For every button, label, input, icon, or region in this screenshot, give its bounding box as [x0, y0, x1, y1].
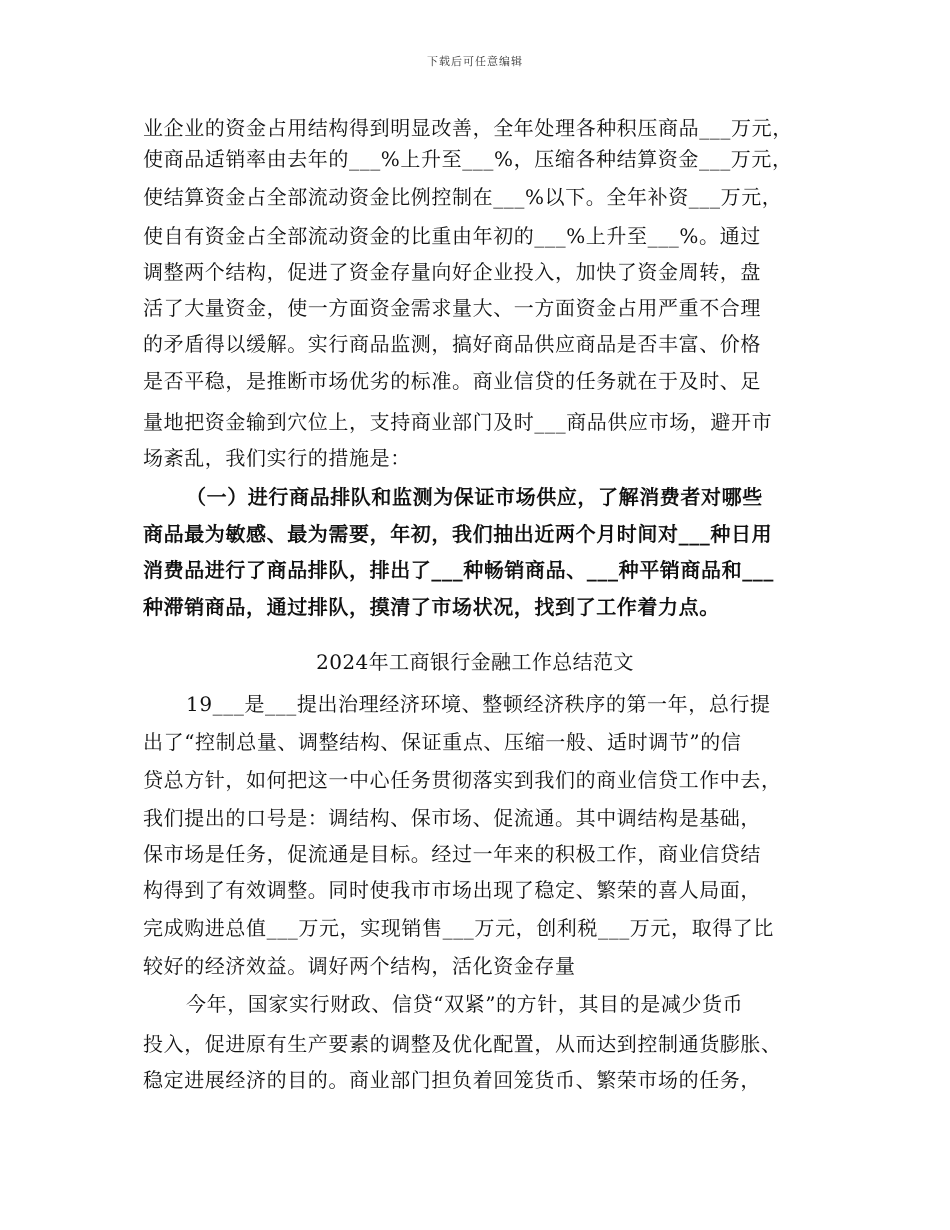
text-line: 稳定进展经济的目的。商业部门担负着回笼货币、繁荣市场的任务，: [143, 1068, 761, 1092]
text-line: 出了“控制总量、调整结构、保证重点、压缩一般、适时调节”的信: [143, 730, 742, 754]
text-line: 使商品适销率由去年的___%上升至___%，压缩各种结算资金___万元，: [143, 147, 793, 171]
text-line: 我们提出的口号是：调结构、保市场、促流通。其中调结构是基础，: [143, 806, 761, 830]
text-line: 活了大量资金，使一方面资金需求量大、一方面资金占用严重不合理: [143, 296, 761, 320]
bold-text-line: 消费品进行了商品排队，排出了___种畅销商品、___种平销商品和___: [143, 558, 774, 582]
text-line: 完成购进总值___万元，实现销售___万元，创利税___万元，取得了比: [143, 916, 774, 940]
text-line: 保市场是任务，促流通是目标。经过一年来的积极工作，商业信贷结: [143, 842, 761, 866]
text-line: 业企业的资金占用结构得到明显改善，全年处理各种积压商品___万元，: [143, 116, 793, 140]
text-line: 调整两个结构，促进了资金存量向好企业投入，加快了资金周转，盘: [143, 260, 761, 284]
text-line: 构得到了有效调整。同时使我市市场出现了稳定、繁荣的喜人局面，: [143, 878, 761, 902]
text-line: 量地把资金输到穴位上，支持商业部门及时___商品供应市场，避开市: [143, 410, 773, 434]
document-title: 2024年工商银行金融工作总结范文: [316, 650, 634, 674]
text-line: 投入，促进原有生产要素的调整及优化配置，从而达到控制通货膨胀、: [143, 1032, 782, 1056]
text-line: 使结算资金占全部流动资金比例控制在___%以下。全年补资___万元，: [143, 185, 783, 209]
text-line: 19___是___提出治理经济环境、整顿经济秩序的第一年，总行提: [186, 692, 771, 716]
text-line: 使自有资金占全部流动资金的比重由年初的___%上升至___%。通过: [143, 224, 761, 248]
text-line: 是否平稳，是推断市场优劣的标准。商业信贷的任务就在于及时、足: [143, 369, 761, 393]
bold-text-line: （一）进行商品排队和监测为保证市场供应，了解消费者对哪些: [186, 485, 763, 509]
bold-text-line: 商品最为敏感、最为需要，年初，我们抽出近两个月时间对___种日用: [143, 522, 773, 546]
page-header: 下载后可任意编辑: [427, 55, 523, 68]
text-line: 贷总方针，如何把这一中心任务贯彻落实到我们的商业信贷工作中去，: [143, 768, 782, 792]
bold-text-line: 种滞销商品，通过排队，摸清了市场状况，找到了工作着力点。: [143, 595, 720, 619]
text-line: 场紊乱，我们实行的措施是：: [143, 446, 411, 470]
text-line: 的矛盾得以缓解。实行商品监测，搞好商品供应商品是否丰富、价格: [143, 332, 761, 356]
text-line: 今年，国家实行财政、信贷“双紧”的方针，其目的是减少货币: [186, 992, 744, 1016]
text-line: 较好的经济效益。调好两个结构，活化资金存量: [143, 954, 576, 978]
